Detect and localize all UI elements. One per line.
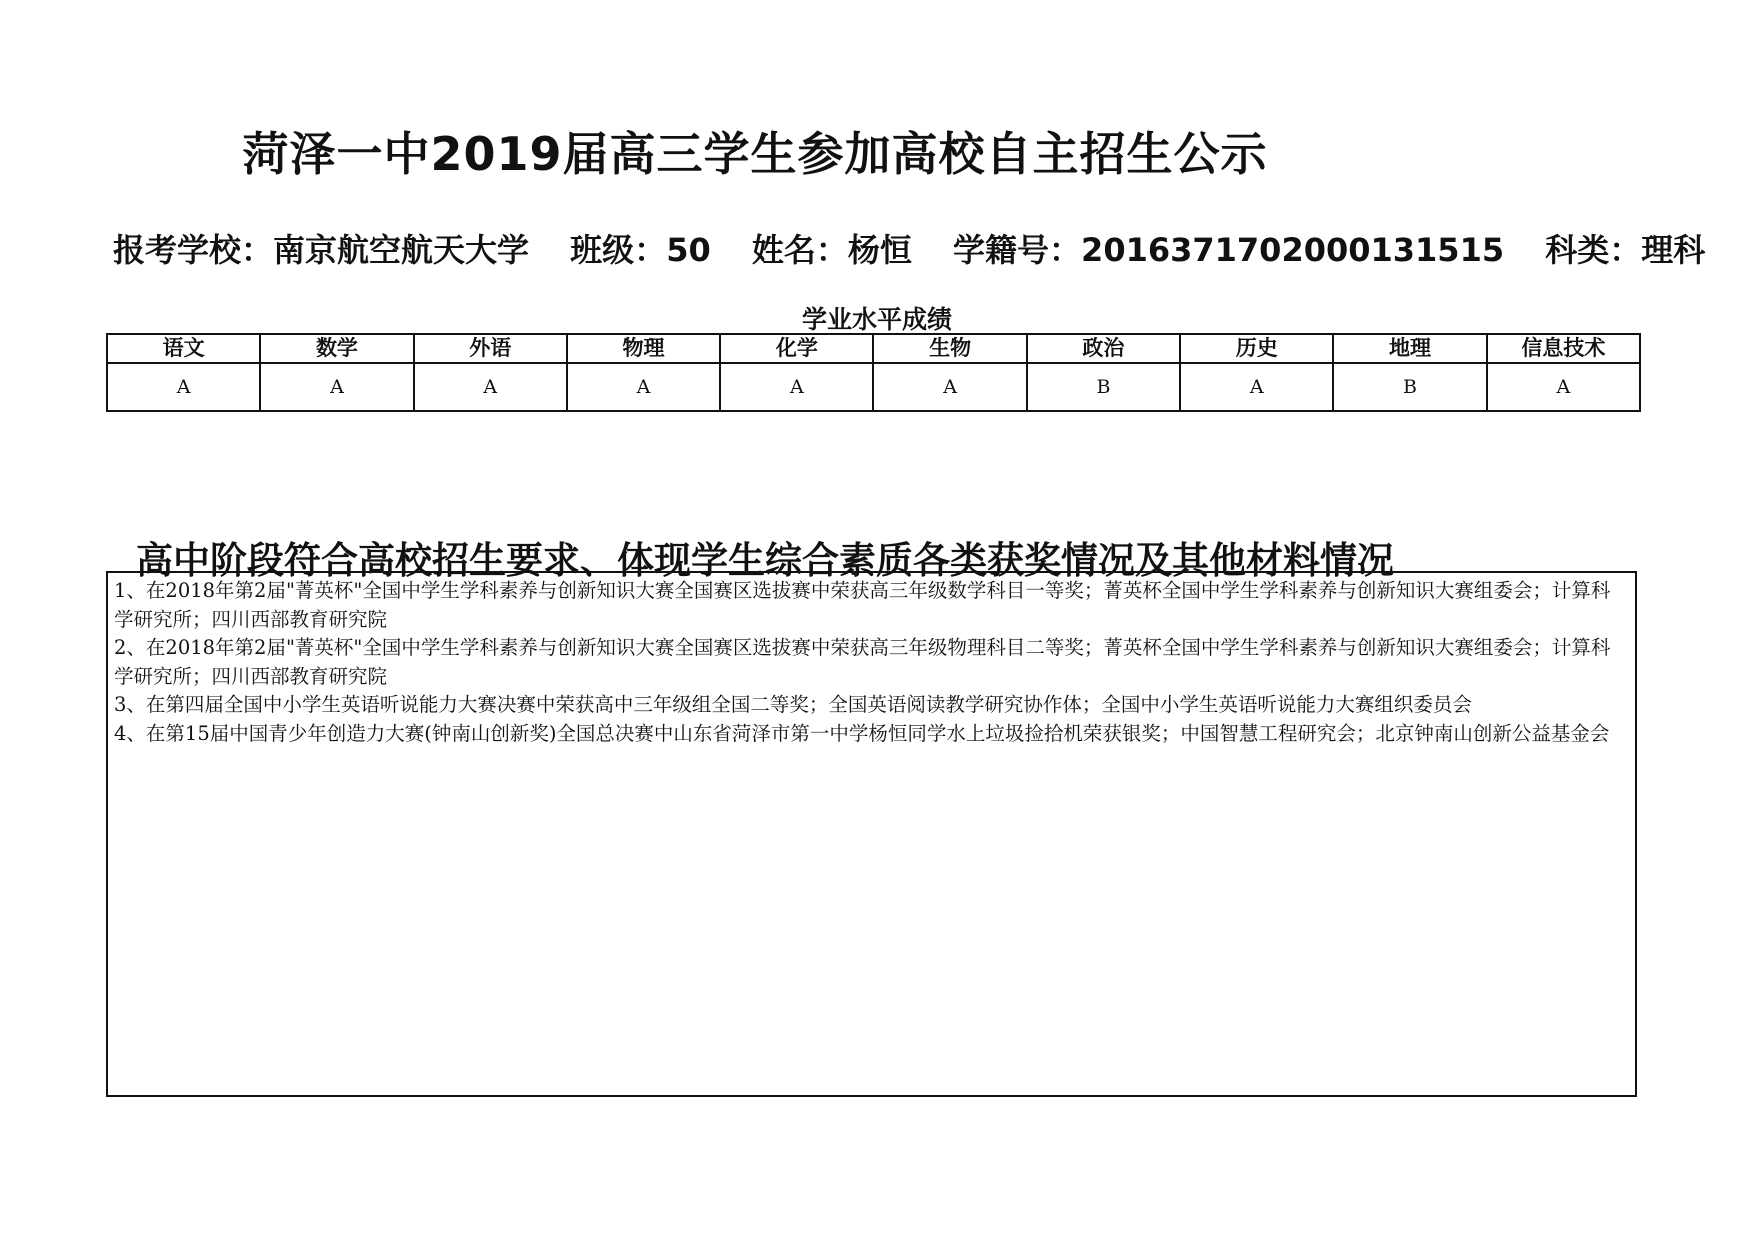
grade-cell: A <box>873 363 1026 411</box>
subject-header: 政治 <box>1027 334 1180 363</box>
scores-table <box>106 333 1641 412</box>
subject-header: 化学 <box>720 334 873 363</box>
scores-heading: 学业水平成绩 <box>801 305 952 334</box>
scores-grade-row <box>107 363 1640 411</box>
student-id-field <box>953 225 1504 271</box>
subject-header: 地理 <box>1333 334 1486 363</box>
name-field <box>752 225 912 271</box>
name-value: 杨恒 <box>847 231 912 269</box>
awards-heading: 高中阶段符合高校招生要求、体现学生综合素质各类获奖情况及其他材料情况 <box>136 539 1394 582</box>
grade-cell: B <box>1333 363 1486 411</box>
grade-cell: A <box>107 363 260 411</box>
subject-header: 历史 <box>1180 334 1333 363</box>
category-value: 理科 <box>1641 231 1706 269</box>
subject-header: 物理 <box>567 334 720 363</box>
grade-cell: A <box>260 363 413 411</box>
grade-cell: A <box>1487 363 1640 411</box>
subject-header: 外语 <box>414 334 567 363</box>
student-id-value: 2016371702000131515 <box>1081 231 1505 269</box>
class-value: 50 <box>666 231 711 269</box>
student-id-label: 学籍号： <box>953 231 1082 269</box>
awards-list <box>106 571 1637 1097</box>
school-field <box>113 225 529 271</box>
class-label: 班级： <box>570 231 667 269</box>
award-item: 1、在2018年第2届"菁英杯"全国中学生学科素养与创新知识大赛全国赛区选拔赛中荣获高三年级数学科目一等奖；菁英杯全国中学生学科素养与创新知识大赛组委会；计算科学研究所；四川西部教育研究院 <box>114 579 1611 631</box>
class-field <box>570 225 711 271</box>
student-info-line <box>113 225 1706 269</box>
award-item: 3、在第四届全国中小学生英语听说能力大赛决赛中荣获高中三年级组全国二等奖；全国英语阅读教学研究协作体；全国中小学生英语听说能力大赛组织委员会 <box>114 693 1472 716</box>
award-item: 4、在第15届中国青少年创造力大赛(钟南山创新奖)全国总决赛中山东省菏泽市第一中学杨恒同学水上垃圾捡拾机荣获银奖；中国智慧工程研究会；北京钟南山创新公益基金会 <box>114 721 1610 745</box>
grade-cell: B <box>1027 363 1180 411</box>
school-value: 南京航空航天大学 <box>273 231 530 269</box>
grade-cell: A <box>414 363 567 411</box>
subject-header: 信息技术 <box>1487 334 1640 363</box>
grade-cell: A <box>567 363 720 411</box>
subject-header: 数学 <box>260 334 413 363</box>
subject-header: 语文 <box>107 334 260 363</box>
grade-cell: A <box>720 363 873 411</box>
award-item: 2、在2018年第2届"菁英杯"全国中学生学科素养与创新知识大赛全国赛区选拔赛中荣获高三年级物理科目二等奖；菁英杯全国中学生学科素养与创新知识大赛组委会；计算科学研究所；四川西部教育研究院 <box>114 636 1611 688</box>
subject-header: 生物 <box>873 334 1026 363</box>
grade-cell: A <box>1180 363 1333 411</box>
name-label: 姓名： <box>751 231 848 269</box>
scores-header-row <box>107 334 1640 363</box>
school-label: 报考学校： <box>113 231 274 269</box>
page-title: 菏泽一中2019届高三学生参加高校自主招生公示 <box>242 127 1268 181</box>
category-field <box>1545 225 1705 271</box>
category-label: 科类： <box>1545 231 1642 269</box>
